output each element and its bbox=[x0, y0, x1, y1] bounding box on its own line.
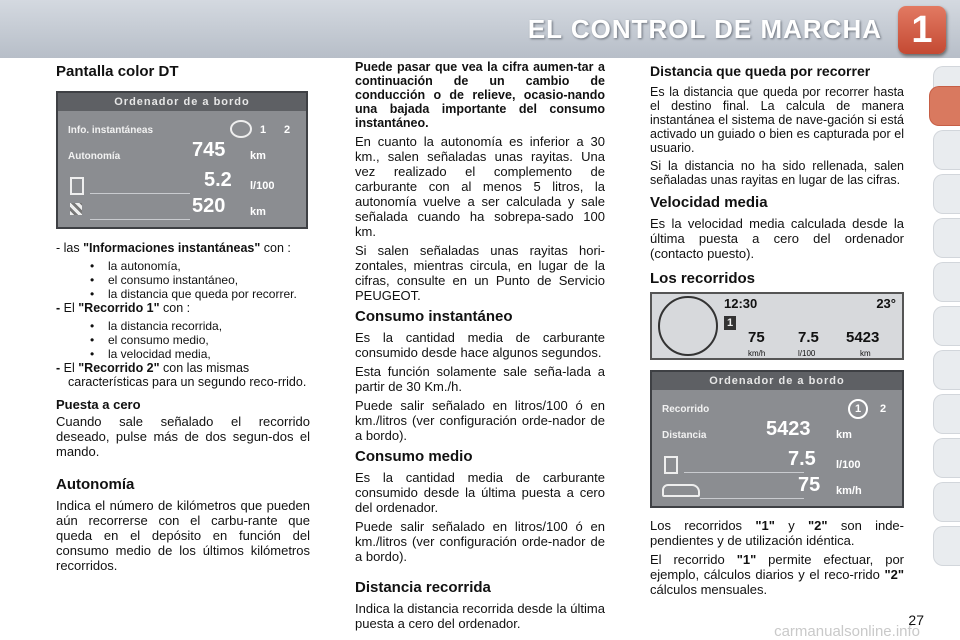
chapter-tab-active[interactable] bbox=[929, 86, 960, 126]
page-header bbox=[0, 0, 960, 58]
screen-value: 75 bbox=[798, 474, 821, 496]
bold-term: "2" bbox=[807, 518, 828, 533]
fuel-cap-icon bbox=[230, 120, 252, 138]
flag-icon bbox=[70, 203, 82, 215]
info-list bbox=[56, 241, 310, 255]
chapter-tab[interactable] bbox=[933, 306, 960, 346]
screen-unit: km bbox=[836, 429, 852, 441]
screen-value: 5423 bbox=[766, 418, 811, 440]
list-item bbox=[56, 361, 310, 389]
bold-term: "Recorrido 2" bbox=[78, 361, 160, 375]
paragraph bbox=[650, 552, 904, 597]
trip-selector: 1 bbox=[724, 316, 736, 330]
trip-selected-option: 1 bbox=[848, 399, 868, 419]
screen-value: 745 bbox=[192, 139, 226, 161]
paragraph: En cuanto la autonomía es inferior a 30 km., salen señaladas unas rayitas. Una vez realizado el complemento de carburante con al menos 5 litros, la autonomía vuelve a ser calculada y sale señalada cuando ha sobrepa-sado 100 km. bbox=[355, 134, 605, 239]
display-unit: l/100 bbox=[798, 349, 816, 358]
paragraph: Es la cantidad media de carburante consumido desde la última puesta a cero del ordenador. bbox=[355, 470, 605, 515]
screen-option: 2 bbox=[284, 124, 291, 136]
list-text: la distancia recorrida, bbox=[108, 319, 223, 333]
screen-unit: l/100 bbox=[836, 459, 861, 471]
section-heading: Velocidad media bbox=[650, 194, 768, 211]
screen-value: 520 bbox=[192, 195, 226, 217]
chapter-tab[interactable] bbox=[933, 130, 960, 170]
bold-term: "Informaciones instantáneas" bbox=[83, 241, 261, 255]
list-dash: - bbox=[56, 301, 64, 315]
paragraph: Indica el número de kilómetros que pueden aún recorrerse con el carbu-rante que queda en el depósito en función del consumo medio de los últimos kilómetros recorridos. bbox=[56, 498, 310, 573]
screen-row bbox=[64, 141, 300, 171]
list-item: • el consumo medio, bbox=[90, 333, 209, 347]
screen-label: Distancia bbox=[662, 430, 707, 441]
divider bbox=[90, 193, 190, 194]
bullet-list bbox=[56, 259, 310, 301]
list-text: la distancia que queda por recorrer. bbox=[108, 287, 297, 301]
paragraph: Puede salir señalado en litros/100 ó en km./litros (ver configuración orde-nador de a bordo). bbox=[355, 519, 605, 564]
text-run: son inde-pendientes y de utilización idéntica. bbox=[650, 518, 904, 548]
chapter-tab[interactable] bbox=[933, 174, 960, 214]
bold-term: "2" bbox=[884, 567, 904, 582]
paragraph: Indica la distancia recorrida desde la última puesta a cero del ordenador. bbox=[355, 601, 605, 631]
list-text: la autonomía, bbox=[108, 259, 181, 273]
chapter-tab[interactable] bbox=[933, 394, 960, 434]
text-run: El recorrido bbox=[650, 552, 737, 567]
display-unit: km bbox=[860, 349, 871, 358]
text-run: permite efectuar, por ejemplo, cálculos diarios y el reco-rrido bbox=[650, 552, 904, 582]
section-heading: Consumo instantáneo bbox=[355, 308, 513, 325]
screen-option: 2 bbox=[880, 403, 887, 415]
text-run: y bbox=[774, 518, 808, 533]
list-item: • el consumo instantáneo, bbox=[90, 273, 239, 287]
chapter-tabs bbox=[926, 66, 960, 576]
screen-title: Ordenador de a bordo bbox=[652, 372, 902, 390]
bold-term: "Recorrido 1" bbox=[78, 301, 160, 315]
section-heading: Consumo medio bbox=[355, 448, 473, 465]
intro-bold-paragraph: Puede pasar que vea la cifra aumen-tar a continuación de un cambio de conducción o de relieve, ocasio-nando una bajada importante del consumo instantáneo. bbox=[355, 60, 605, 130]
list-dash: - bbox=[56, 361, 64, 375]
list-item: • la distancia que queda por recorrer. bbox=[90, 287, 297, 301]
paragraph bbox=[650, 518, 904, 548]
list-dash: - las bbox=[56, 241, 84, 255]
chapter-number-badge: 1 bbox=[898, 6, 946, 54]
fuel-pump-icon bbox=[664, 456, 678, 474]
paragraph: Si la distancia no ha sido rellenada, salen señaladas unas rayitas en lugar de las cifras. bbox=[650, 159, 904, 187]
screen-row bbox=[658, 420, 896, 450]
paragraph: Es la cantidad media de carburante consumido desde hace algunos segundos. bbox=[355, 330, 605, 360]
screen-unit: km bbox=[250, 150, 266, 162]
color-display-trip-screenshot bbox=[650, 370, 904, 508]
list-text: el consumo instantáneo, bbox=[108, 273, 239, 287]
screen-row bbox=[64, 197, 300, 227]
divider bbox=[90, 219, 190, 220]
screen-unit: l/100 bbox=[250, 180, 275, 192]
section-heading: Distancia recorrida bbox=[355, 579, 491, 596]
display-value: 75 bbox=[748, 329, 765, 346]
screen-option: 1 bbox=[260, 124, 267, 136]
list-item bbox=[56, 241, 310, 255]
text-run: Los recorridos bbox=[650, 518, 756, 533]
screen-value: 5.2 bbox=[204, 169, 232, 191]
screen-unit: km bbox=[250, 206, 266, 218]
column-middle bbox=[355, 60, 605, 635]
info-list bbox=[56, 301, 310, 315]
display-unit: km/h bbox=[748, 349, 766, 358]
text-run: cálculos mensuales. bbox=[650, 582, 768, 597]
chapter-tab[interactable] bbox=[933, 482, 960, 522]
paragraph: Esta función solamente sale seña-lada a partir de 30 Km./h. bbox=[355, 364, 605, 394]
paragraph: Si salen señaladas unas rayitas hori-zontales, mientras circula, en lugar de la cifras, consulte en un Punto de Servicio PEUGEOT. bbox=[355, 243, 605, 303]
list-item: • la distancia recorrida, bbox=[90, 319, 223, 333]
screen-unit: km/h bbox=[836, 485, 862, 497]
paragraph: Cuando sale señalado el recorrido deseado, pulse más de dos segun-dos el mando. bbox=[56, 414, 310, 459]
divider bbox=[684, 472, 804, 473]
speedometer-icon bbox=[658, 296, 718, 356]
screen-label: Recorrido bbox=[662, 404, 710, 415]
paragraph: Es la distancia que queda por recorrer hasta el destino final. La calcula de manera instantánea el sistema de nave-gación si está activado un guiado o bien es capturada por el usuario. bbox=[650, 85, 904, 155]
list-text: El bbox=[63, 301, 79, 315]
chapter-tab[interactable] bbox=[933, 262, 960, 302]
section-heading: Autonomía bbox=[56, 476, 135, 493]
chapter-tab[interactable] bbox=[933, 218, 960, 258]
temperature-display: 23° bbox=[876, 296, 896, 311]
list-text: El bbox=[63, 361, 79, 375]
page-number: 27 bbox=[908, 612, 924, 628]
column-right bbox=[650, 60, 904, 601]
list-text: la velocidad media, bbox=[108, 347, 211, 361]
list-text: con : bbox=[260, 241, 291, 255]
clock-display: 12:30 bbox=[724, 296, 758, 311]
chapter-tab[interactable] bbox=[933, 526, 960, 566]
divider bbox=[700, 498, 804, 499]
list-text: el consumo medio, bbox=[108, 333, 209, 347]
watermark: carmanualsonline.info bbox=[774, 623, 920, 640]
screen-row bbox=[658, 476, 896, 506]
paragraph: Puede salir señalado en litros/100 ó en km./litros (ver configuración orde-nador de a bordo). bbox=[355, 398, 605, 443]
screen-label: Info. instantáneas bbox=[68, 125, 154, 136]
screen-title: Ordenador de a bordo bbox=[58, 93, 306, 111]
section-heading: Los recorridos bbox=[650, 270, 756, 287]
chapter-tab[interactable] bbox=[933, 438, 960, 478]
display-value: 5423 bbox=[846, 329, 880, 346]
section-heading: Distancia que queda por recorrer bbox=[650, 63, 871, 79]
fuel-pump-icon bbox=[70, 177, 84, 195]
screen-label: Autonomía bbox=[68, 151, 121, 162]
bold-term: "1" bbox=[755, 518, 775, 533]
info-list bbox=[56, 361, 310, 389]
column-left bbox=[56, 60, 310, 577]
car-icon bbox=[662, 484, 700, 497]
color-display-screenshot bbox=[56, 91, 308, 229]
paragraph: Es la velocidad media calculada desde la última puesta a cero del ordenador (contacto puesto). bbox=[650, 216, 904, 261]
list-text: con las mismas características para un segundo reco-rrido. bbox=[68, 361, 307, 389]
subheading: Puesta a cero bbox=[56, 397, 141, 412]
display-value: 7.5 bbox=[798, 329, 819, 346]
monochrome-display-screenshot bbox=[650, 292, 904, 360]
screen-value: 7.5 bbox=[788, 448, 816, 470]
list-text: con : bbox=[159, 301, 191, 315]
section-heading: Pantalla color DT bbox=[56, 63, 179, 80]
list-item bbox=[56, 301, 310, 315]
chapter-tab[interactable] bbox=[933, 350, 960, 390]
chapter-title: EL CONTROL DE MARCHA bbox=[527, 14, 882, 44]
bullet-list bbox=[56, 319, 310, 361]
list-item: • la velocidad media, bbox=[90, 347, 211, 361]
list-item: • la autonomía, bbox=[90, 259, 181, 273]
bold-term: "1" bbox=[736, 552, 757, 567]
